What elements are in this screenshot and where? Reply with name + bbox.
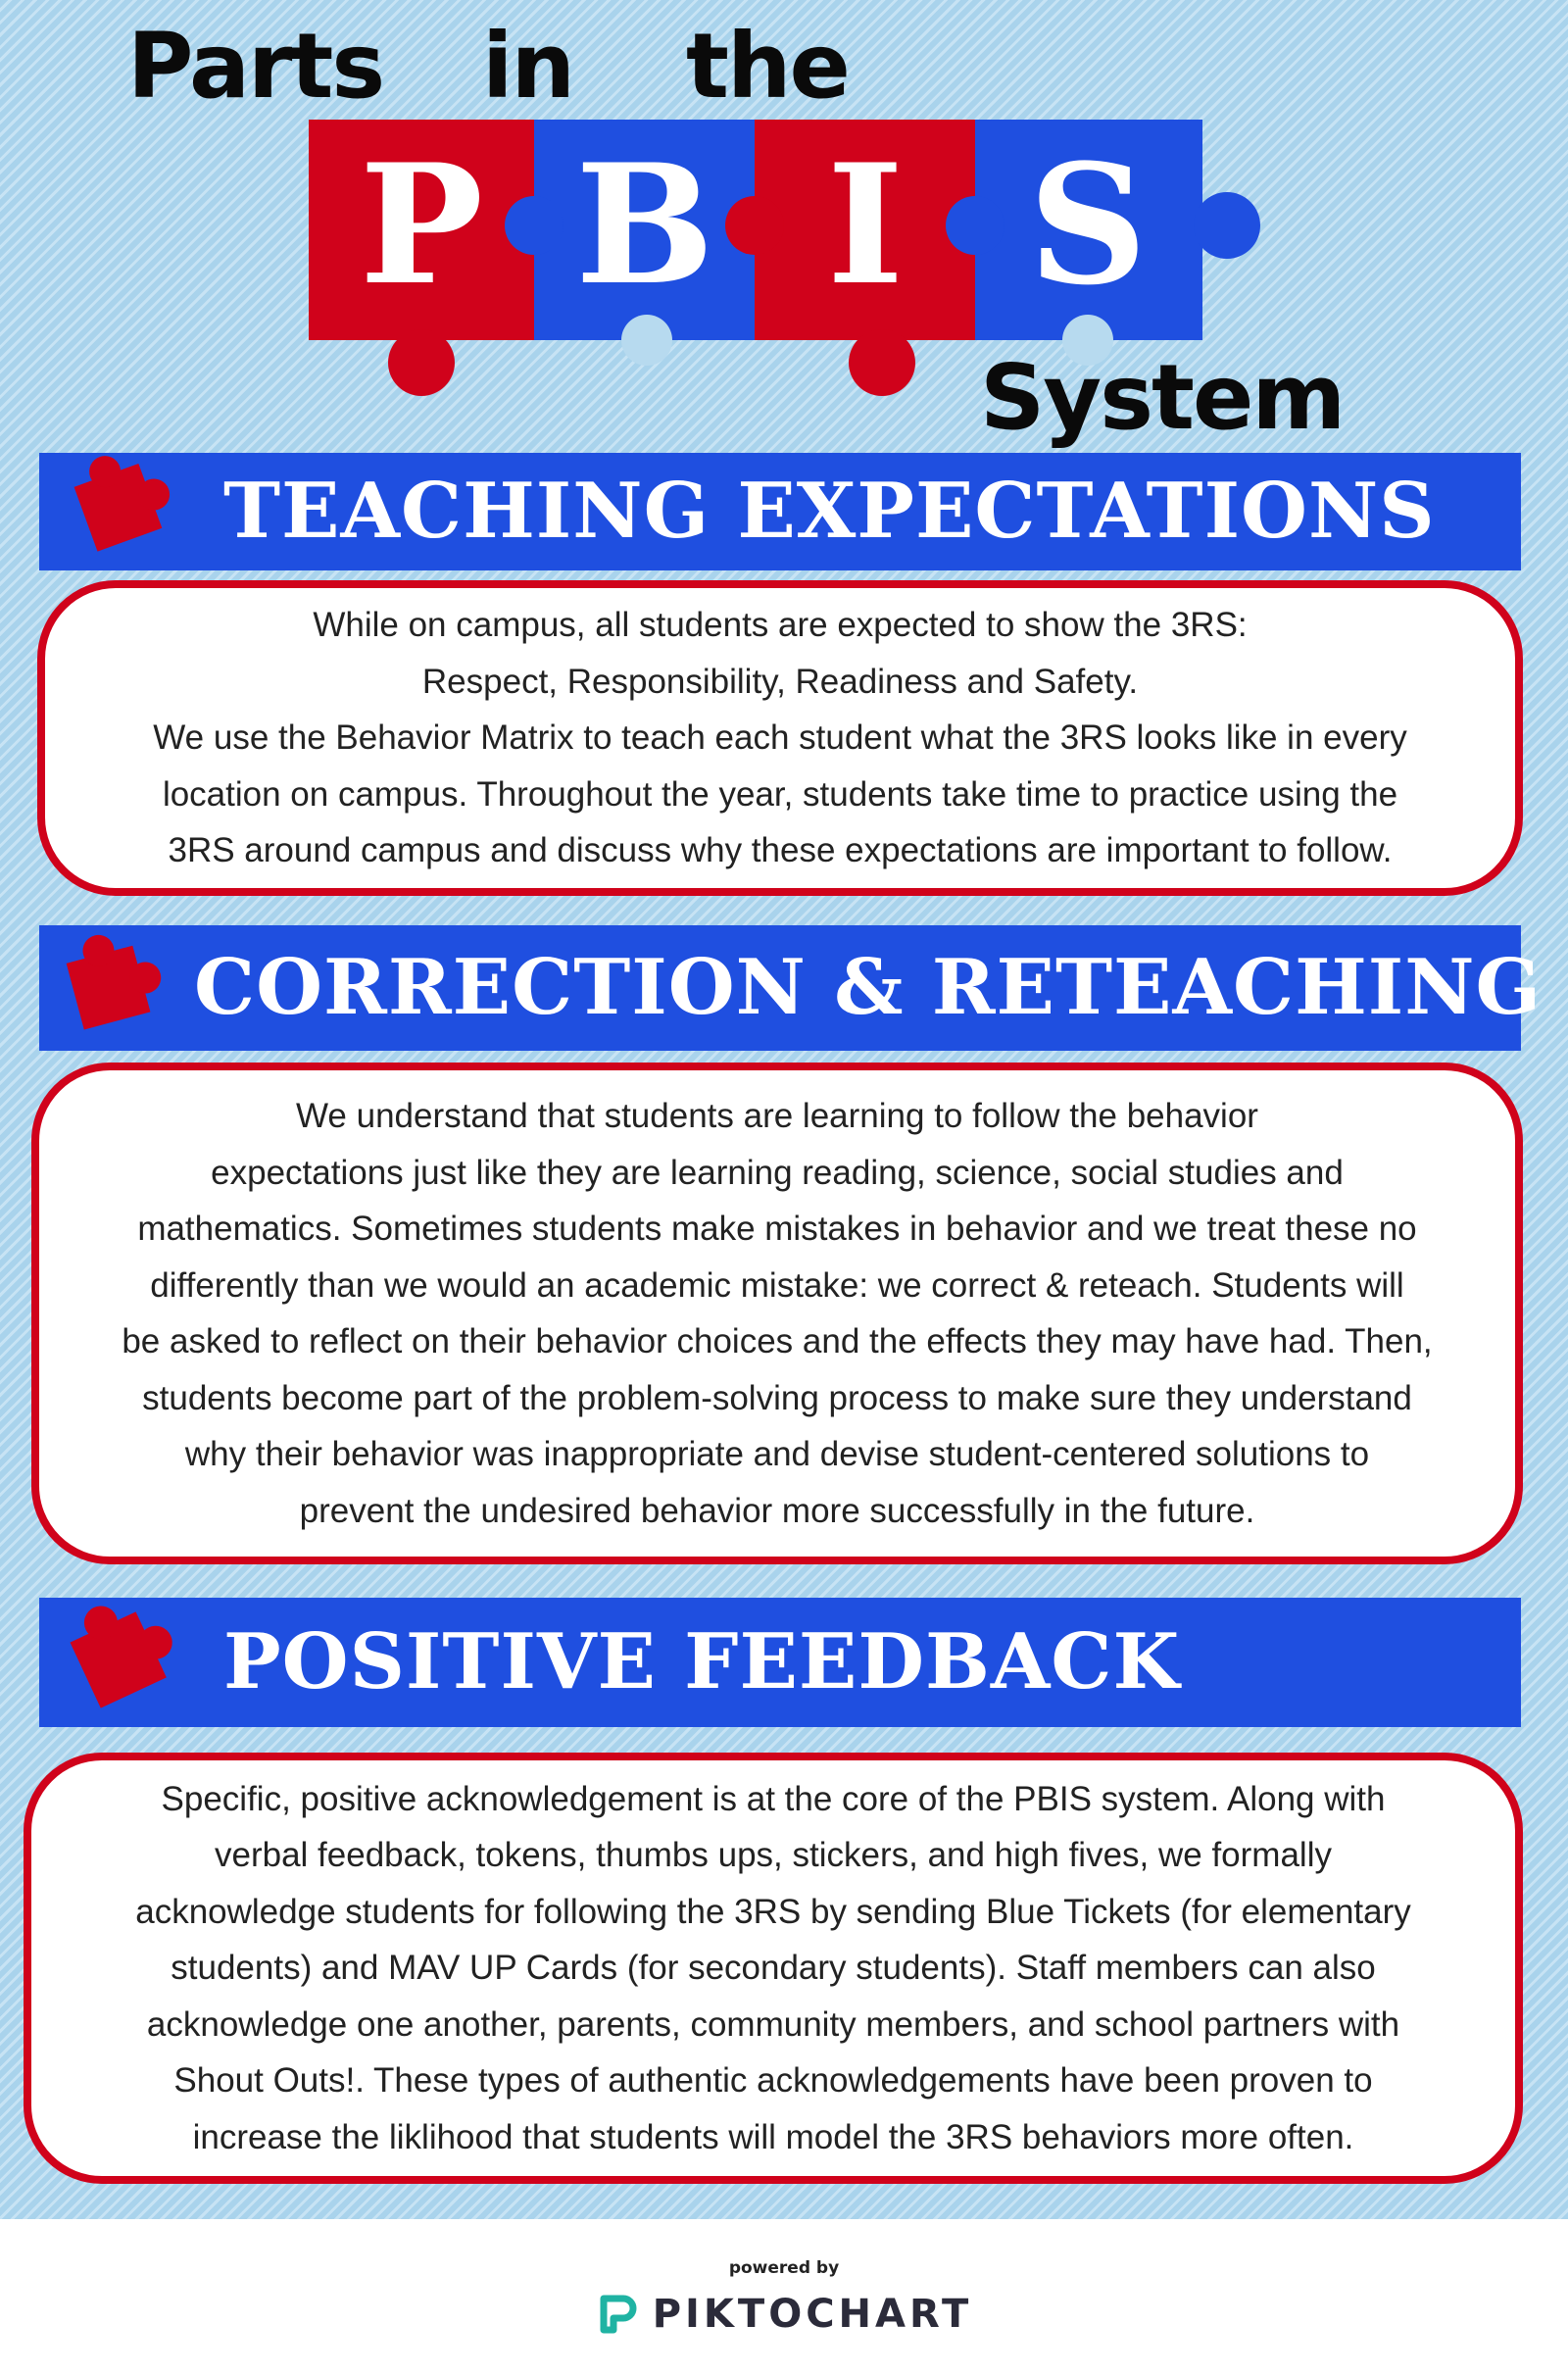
puzzle-letter-b: B xyxy=(575,127,714,321)
body-line: 3RS around campus and discuss why these expectations are important to follow. xyxy=(168,831,1393,870)
body-line: Specific, positive acknowledgement is at the core of the PBIS system. Along with xyxy=(161,1779,1386,1818)
puzzle-letter-i: I xyxy=(826,127,905,321)
body-line: students become part of the problem-solving process to make sure they understand xyxy=(142,1378,1412,1417)
title-word-in: in xyxy=(482,14,574,119)
body-line: increase the liklihood that students will model the 3RS behaviors more often. xyxy=(192,2117,1354,2156)
body-line: expectations just like they are learning reading, science, social studies and xyxy=(211,1153,1344,1192)
body-line: We understand that students are learning to follow the behavior xyxy=(296,1097,1258,1135)
puzzle-letter-p: P xyxy=(359,127,484,321)
puzzle-piece-icon xyxy=(51,1592,188,1729)
section-title: POSITIVE FEEDBACK xyxy=(223,1617,1181,1706)
body-line: Shout Outs!. These types of authentic acknowledgements have been proven to xyxy=(173,2061,1373,2101)
section-title: CORRECTION & RETEACHING xyxy=(194,943,1543,1032)
section-card-feedback xyxy=(24,1753,1523,2184)
puzzle-letter-s: S xyxy=(1028,127,1148,321)
section-card-teaching xyxy=(37,580,1523,896)
body-line: location on campus. Throughout the year, students take time to practice using the xyxy=(162,774,1398,814)
section-body xyxy=(122,1088,1432,1539)
section-banner-feedback xyxy=(39,1598,1521,1727)
section-title: TEACHING EXPECTATIONS xyxy=(223,467,1436,556)
piktochart-wordmark: PIKTOCHART xyxy=(652,2292,973,2337)
body-line: prevent the undesired behavior more successfully in the future. xyxy=(299,1491,1255,1530)
body-line: We use the Behavior Matrix to teach each student what the 3RS looks like in every xyxy=(153,718,1407,758)
puzzle-piece-icon xyxy=(47,925,174,1053)
body-line: mathematics. Sometimes students make mistakes in behavior and we treat these no xyxy=(137,1210,1417,1248)
powered-by-label: powered by xyxy=(728,2258,840,2278)
body-line: Respect, Responsibility, Readiness and Safety. xyxy=(421,662,1139,701)
piktochart-logo-icon xyxy=(596,2293,639,2336)
section-card-correction xyxy=(31,1063,1523,1564)
title-word-parts: Parts xyxy=(127,14,384,119)
body-line: While on campus, all students are expected to show the 3RS: xyxy=(313,606,1248,645)
body-line: acknowledge students for following the 3RS by sending Blue Tickets (for elementary xyxy=(135,1892,1411,1931)
section-banner-teaching xyxy=(39,453,1521,570)
puzzle-piece-icon xyxy=(57,445,184,572)
body-line: acknowledge one another, parents, community members, and school partners with xyxy=(146,2004,1400,2044)
footer xyxy=(0,2219,1568,2374)
body-line: why their behavior was inappropriate and devise student-centered solutions to xyxy=(184,1435,1370,1473)
section-banner-correction xyxy=(39,925,1543,1051)
body-line: be asked to reflect on their behavior choices and the effects they may have had. Then, xyxy=(122,1322,1433,1360)
body-line: students) and MAV UP Cards (for secondary students). Staff members can also xyxy=(171,1949,1376,1988)
section-body xyxy=(153,597,1406,879)
piktochart-brand[interactable] xyxy=(0,2292,1568,2337)
body-line: differently than we would an academic mistake: we correct & reteach. Students will xyxy=(150,1265,1404,1305)
section-body xyxy=(135,1771,1411,2166)
title-word-the: the xyxy=(686,14,849,119)
body-line: verbal feedback, tokens, thumbs ups, stickers, and high fives, we formally xyxy=(215,1836,1332,1875)
title-word-system: System xyxy=(980,345,1345,450)
